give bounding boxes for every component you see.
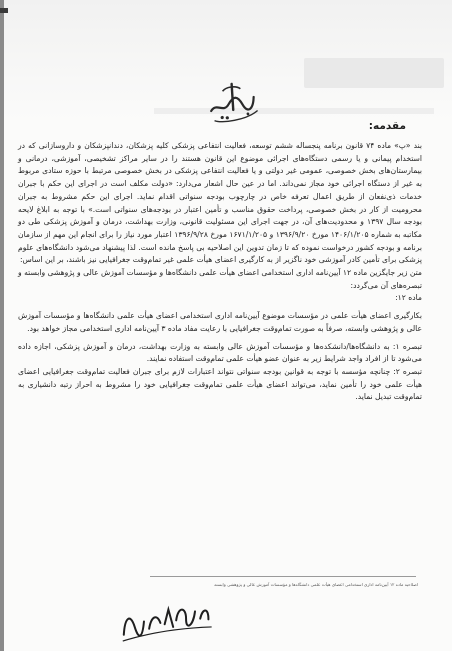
document-body [18, 140, 422, 404]
handwritten-number [115, 593, 216, 648]
scan-edge [0, 0, 4, 651]
faded-letterhead-line [154, 108, 434, 114]
note-1: تبصره ۱: به دانشگاه‌ها/دانشکده‌ها و مؤسسات آموزش عالی وابسته به وزارت بهداشت، درمان و آموزش پزشکی، اجازه داده می‌شود تا از افراد واجد شرایط زیر به عنوان عضو هیأت علمی تمام‌وقت استفاده نمایند. [18, 341, 422, 364]
article-title: ماده ۱۲: [395, 293, 422, 303]
article-body: بکارگیری اعضای هیأت علمی در مؤسسات موضوع آیین‌نامه اداری استخدامی اعضای هیأت علمی دانشگاه‌ها و مؤسسات آموزش عالی و پژوهشی وابسته، صرفاً به صورت تمام‌وقت جغرافیایی با رعایت مفاد ماده ۳ آیین‌نامه اداری استخدامی مجاز خواهد بود. [18, 311, 422, 333]
document-heading: مقدمه: [368, 120, 406, 132]
footer-note: اصلاحیه ماده ۱۲ آیین‌نامه اداری استخدامی اعضای هیأت علمی دانشگاه‌ها و مؤسسات آموزش عالی و پژوهشی وابسته [214, 582, 418, 587]
handwritten-stamp [201, 74, 263, 127]
note-2: تبصره ۲: چنانچه مؤسسه با توجه به قوانین بودجه سنواتی نتواند اعتبارات لازم برای جبران فعالیت تمام‌وقت جغرافیایی اعضای هیأت علمی خود را تأمین نماید، می‌تواند اعضای هیأت علمی تمام‌وقت جغرافیایی خود را مشروط به احراز رتبه دانشیاری به تمام‌وقت تبدیل نماید. [18, 366, 422, 402]
footer-divider [150, 576, 416, 577]
corner-mark [0, 8, 8, 13]
intro-paragraph: بند «پ» ماده ۷۴ قانون برنامه پنجساله ششم توسعه، فعالیت انتفاعی پزشکی کلیه پزشکان، دندانپزشکان و داروسازانی که در استخدام پیمانی و یا رسمی دستگاه‌های اجرائی موضوع این قانون هستند را در سایر مراکز تشخیصی، آموزشی، درمانی و بیمارستان‌های بخش خصوصی، عمومی غیر دولتی و یا فعالیت انتفاعی پزشکی در بخش خصوصی مرتبط با حوزه ستادی مربوط به غیر از دستگاه اجرائی خود مجاز نمی‌داند. اما در عین حال اشعار می‌دارد: «دولت مکلف است در اجرای این حکم با جبران خدمات ذی‌نفعان از طریق اعمال تعرفه خاص در چارچوب بودجه سنواتی اقدام نماید. اجرای این حکم مشروط به جبران محرومیت از کار در بخش خصوصی، پرداخت حقوق مناسب و تأمین اعتبار در بودجه‌های سنواتی است.» با توجه به ابلاغ لایحه بودجه سال ۱۳۹۷ و محدودیت‌های آن، در جهت اجرای این مسئولیت قانونی، وزارت بهداشت، درمان و آموزش پزشکی طی دو مکاتبه به شماره ۱۴۰۶/۱/۲۰۵ مورخ ۱۳۹۶/۹/۲۰ و ۱۶۷۱/۱/۲۰۵ مورخ ۱۳۹۶/۹/۲۸ اعتبار مورد نیاز را برای انجام این مهم از سازمان برنامه و بودجه کشور درخواست نموده که تا زمان تدوین این اصلاحیه بی پاسخ مانده است. لذا پیشنهاد می‌شود دانشگاه‌های علوم پزشکی برای تأمین کادر آموزشی خود ناگزیر از به کارگیری اعضای هیأت علمی غیر تمام‌وقت جغرافیایی نیز باشند، بر این اساس: [18, 141, 422, 265]
handwritten-number-icon [115, 593, 216, 648]
replacement-paragraph: متن زیر جایگزین ماده ۱۲ آیین‌نامه اداری استخدامی اعضای هیأت علمی دانشگاه‌ها و مؤسسات آموزش عالی و پژوهشی وابسته و تبصره‌های آن می‌گردد: [18, 268, 422, 290]
faded-letterhead-block [304, 58, 444, 88]
handwritten-stamp-icon [201, 74, 263, 127]
